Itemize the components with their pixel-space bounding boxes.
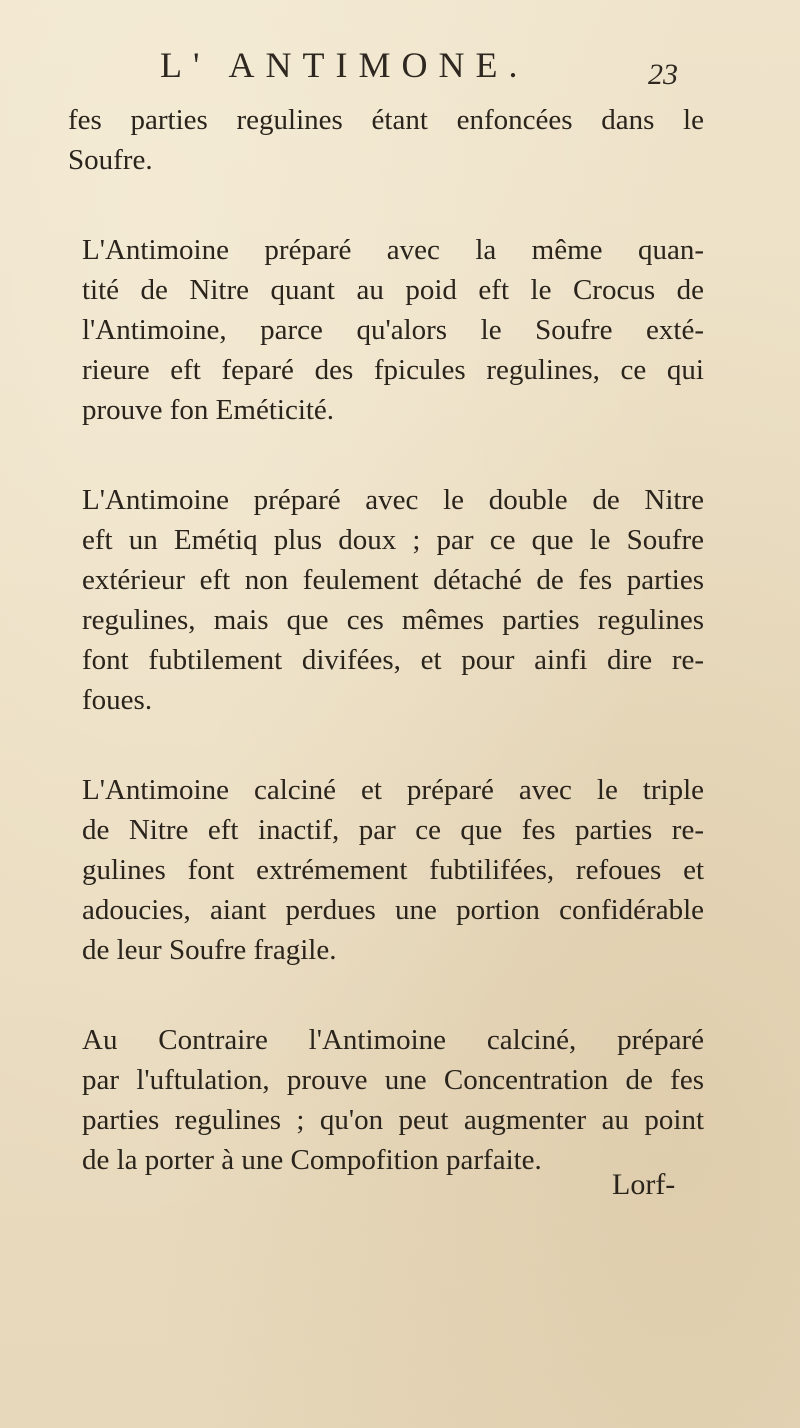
text-line: prouve fon Eméticité. — [82, 394, 335, 426]
text-line: L'Antimoine préparé avec le double de Nitre — [82, 484, 704, 516]
catchword: Lorf- — [612, 1168, 676, 1201]
text-line: L'Antimoine calciné et préparé avec le triple — [82, 774, 704, 806]
body-text — [68, 100, 704, 1230]
text-line: Soufre. — [68, 144, 153, 176]
text-line: L'Antimoine préparé avec la même quan- — [82, 234, 704, 266]
running-title: L' ANTIMONE. — [160, 45, 529, 85]
paragraph-1 — [68, 100, 704, 180]
text-line: tité de Nitre quant au poid eft le Crocus de — [82, 274, 704, 306]
text-line: adoucies, aiant perdues une portion confidérable — [82, 894, 704, 926]
text-line: Au Contraire l'Antimoine calciné, préparé — [82, 1024, 704, 1056]
text-line: extérieur eft non feulement détaché de fes parties — [82, 564, 704, 596]
paragraph-2 — [68, 230, 704, 430]
text-line: foues. — [82, 684, 153, 716]
text-line: par l'uftulation, prouve une Concentration de fes — [82, 1064, 704, 1096]
text-line: gulines font extrémement fubtilifées, refoues et — [82, 854, 704, 886]
text-line: de la porter à une Compofition parfaite. — [82, 1144, 542, 1176]
text-line: fes parties regulines étant enfoncées dans le — [68, 104, 704, 136]
text-line: regulines, mais que ces mêmes parties regulines — [82, 604, 704, 636]
text-line: de Nitre eft inactif, par ce que fes parties re- — [82, 814, 704, 846]
page-number: 23 — [648, 58, 678, 91]
text-line: de leur Soufre fragile. — [82, 934, 337, 966]
paragraph-5 — [68, 1020, 704, 1180]
text-line: font fubtilement divifées, et pour ainfi dire re- — [82, 644, 704, 676]
paragraph-4 — [68, 770, 704, 970]
text-line: l'Antimoine, parce qu'alors le Soufre exté- — [82, 314, 704, 346]
paragraph-3 — [68, 480, 704, 720]
text-line: rieure eft feparé des fpicules regulines, ce qui — [82, 354, 704, 386]
text-line: eft un Emétiq plus doux ; par ce que le Soufre — [82, 524, 704, 556]
text-line: parties regulines ; qu'on peut augmenter au point — [82, 1104, 704, 1136]
